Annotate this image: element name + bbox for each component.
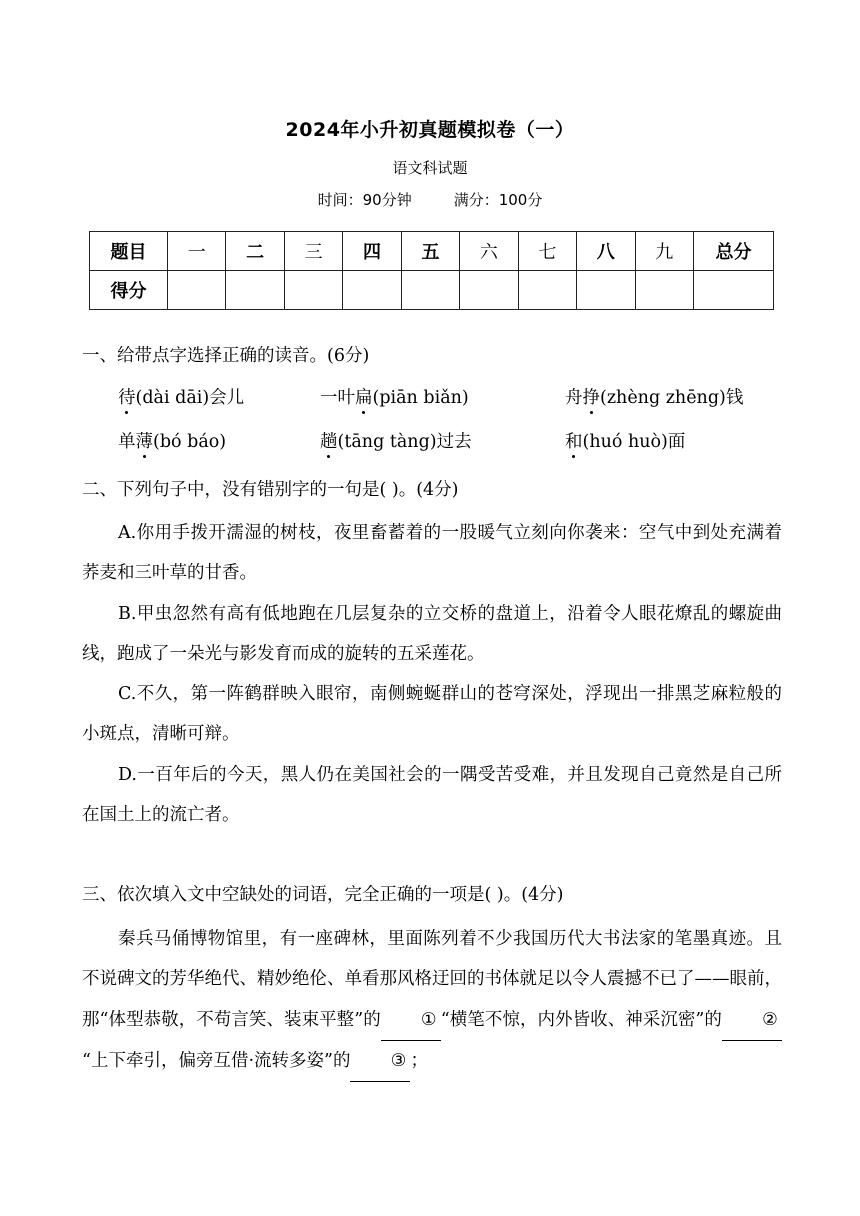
score-table-header-cell: 八: [577, 232, 635, 271]
dotted-char: 挣: [582, 388, 600, 408]
score-table-header-cell: 五: [401, 232, 459, 271]
score-cell[interactable]: [284, 271, 342, 310]
time-limit: 时间：90分钟: [317, 191, 412, 209]
dotted-char: 待: [118, 388, 136, 408]
q1-heading: 一、给带点字选择正确的读音。(6分): [82, 346, 370, 366]
score-table-header-cell: 题目: [90, 232, 168, 271]
q1-item: 趟(tāng tàng)过去: [320, 432, 472, 452]
score-table-header-cell: 三: [284, 232, 342, 271]
score-cell[interactable]: [226, 271, 284, 310]
score-cell[interactable]: [168, 271, 226, 310]
q1-item: 和(huó huò)面: [565, 432, 686, 452]
q1-item: 一叶扁(piān biǎn): [320, 388, 469, 408]
blank-1: ①: [381, 1000, 441, 1041]
q3-passage: 秦兵马俑博物馆里，有一座碑林，里面陈列着不少我国历代大书法家的笔墨真迹。且不说碑文的芳华绝代、精妙绝伦、单看那风格迂回的书体就足以令人震撼不已了——眼前，那“体型恭敬，不苟言笑、装束平整”的 ① “横笔不惊，内外皆收、神采沉密”的 ②“上下牵引，偏旁互借·流转多姿”的 ③ ；: [82, 919, 782, 1082]
q1-item: 待(dài dāi)会儿: [118, 388, 245, 408]
score-table: [89, 231, 774, 310]
q2-option-c: C.不久，第一阵鹤群映入眼帘，南侧蜿蜒群山的苍穹深处，浮现出一排黑芝麻粒般的小斑点，清晰可辩。: [82, 684, 782, 745]
blank-2: ②: [722, 1000, 782, 1041]
score-table-header-cell: 总分: [694, 232, 774, 271]
q1-item: 舟挣(zhèng zhēng)钱: [565, 388, 744, 408]
q1-item: 单薄(bó báo): [118, 432, 227, 452]
q2-options: [82, 513, 782, 835]
score-table-header-row: [90, 232, 774, 271]
full-score: 满分：100分: [453, 191, 543, 209]
score-table-header-cell: 二: [226, 232, 284, 271]
q3-heading: 三、依次填入文中空缺处的词语，完全正确的一项是( )。(4分): [82, 885, 564, 905]
blank-3: ③: [350, 1041, 410, 1082]
exam-subtitle: 语文科试题: [392, 159, 468, 177]
score-cell[interactable]: [518, 271, 576, 310]
dotted-char: 扁: [355, 388, 373, 408]
score-row-label: 得分: [90, 271, 168, 310]
score-cell[interactable]: [460, 271, 518, 310]
score-table-header-cell: 四: [343, 232, 401, 271]
score-cell[interactable]: [694, 271, 774, 310]
score-cell[interactable]: [401, 271, 459, 310]
score-table-header-cell: 七: [518, 232, 576, 271]
exam-title: 2024年小升初真题模拟卷（一）: [285, 119, 575, 141]
exam-meta: [0, 189, 860, 210]
score-cell[interactable]: [343, 271, 401, 310]
q2-option-d: D.一百年后的今天，黑人仍在美国社会的一隅受苦受难，并且发现自己竟然是自己所在国土上的流亡者。: [82, 764, 782, 826]
q2-option-b: B.甲虫忽然有高有低地跑在几层复杂的立交桥的盘道上，沿着令人眼花燎乱的螺旋曲线，跑成了一朵光与影发育而成的旋转的五采莲花。: [82, 603, 782, 664]
score-table-header-cell: 六: [460, 232, 518, 271]
dotted-char: 和: [565, 432, 583, 452]
dotted-char: 趟: [320, 432, 338, 452]
q2-heading: 二、下列句子中，没有错别字的一句是( )。(4分): [82, 480, 459, 500]
score-table-header-cell: 九: [635, 232, 694, 271]
score-cell[interactable]: [577, 271, 635, 310]
q2-option-a: A.你用手拨开濡湿的树枝，夜里畜蓄着的一股暖气立刻向你袭来：空气中到处充满着荞麦和三叶草的甘香。: [82, 523, 782, 584]
score-table-score-row: [90, 271, 774, 310]
score-cell[interactable]: [635, 271, 694, 310]
dotted-char: 薄: [135, 432, 153, 452]
score-table-header-cell: 一: [168, 232, 226, 271]
